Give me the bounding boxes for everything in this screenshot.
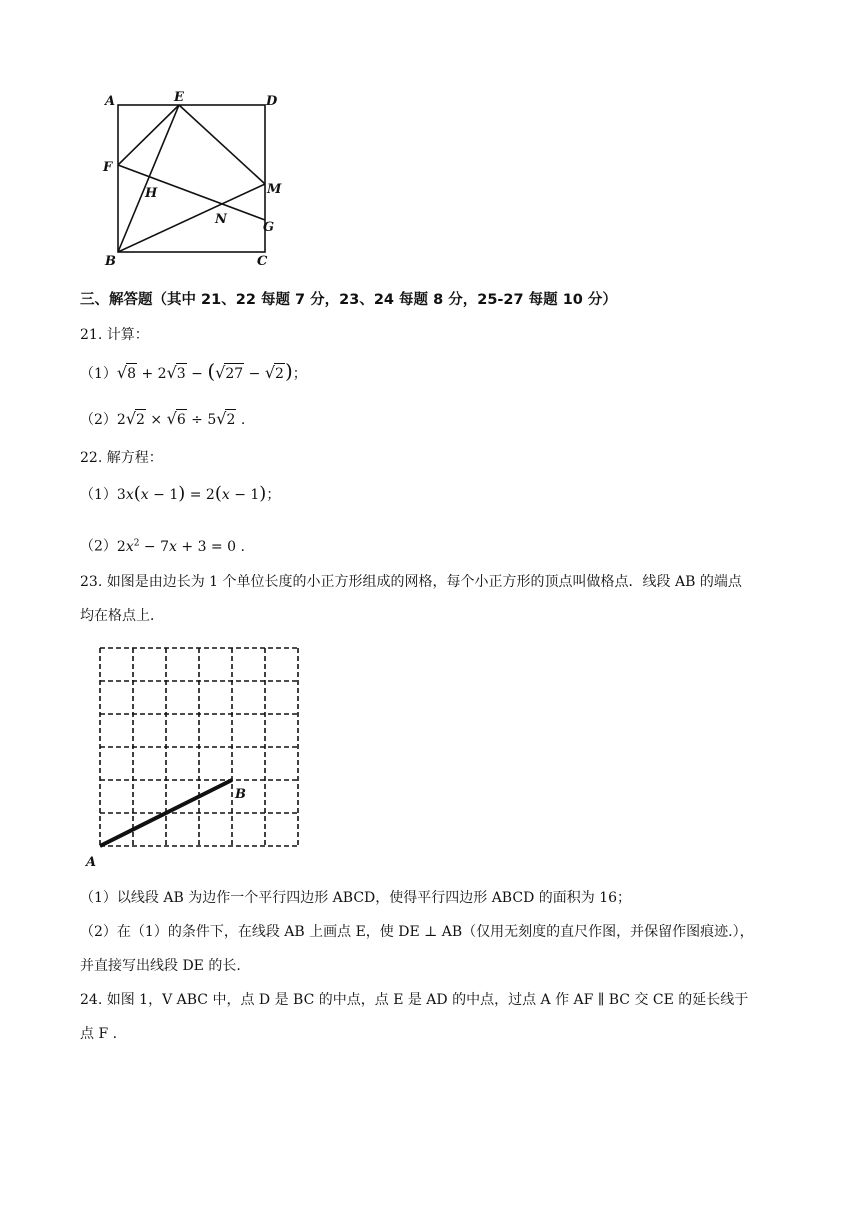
q21-part1	[80, 361, 307, 384]
q23-line2: 均在格点上．	[80, 608, 164, 624]
grid-label-A: A	[86, 855, 97, 870]
label-M: M	[267, 182, 282, 197]
label-N: N	[215, 212, 227, 227]
grid-figure	[82, 640, 312, 872]
q23-part2-line2: 并直接写出线段 DE 的长.	[80, 958, 241, 974]
label-C: C	[257, 254, 268, 269]
label-F: F	[103, 160, 113, 175]
label-G: G	[263, 220, 275, 235]
q22-part1	[80, 484, 280, 505]
label-H: H	[145, 186, 158, 201]
q22-p1-equation: 3x(x − 1) = 2(x − 1)；	[116, 483, 281, 504]
q22-part2	[80, 533, 245, 557]
q21-p2-expression: 2√2 × √6 ÷ 5√2 .	[116, 409, 246, 428]
section-heading: 三、解答题（其中 21、22 每题 7 分，23、24 每题 8 分，25-27 每题 10 分）	[80, 292, 617, 308]
label-A: A	[105, 94, 116, 109]
q23-line1: 23. 如图是由边长为 1 个单位长度的小正方形组成的网格，每个小正方形的顶点叫做格点．线段 AB 的端点	[80, 574, 742, 590]
q24-line1: 24. 如图 1，V ABC 中，点 D 是 BC 的中点，点 E 是 AD 的中点，过点 A 作 AF ∥ BC 交 CE 的延长线于	[80, 992, 749, 1008]
q22-p2-label: （2）	[80, 538, 117, 555]
q21-p1-expression: √8 + 2√3 − (√27 − √2)；	[116, 359, 307, 383]
q21-title: 21. 计算：	[80, 327, 149, 343]
q21-p1-label: （1）	[80, 366, 117, 382]
q21-part2	[80, 409, 245, 430]
q23-part2-line1: （2）在（1）的条件下，在线段 AB 上画点 E，使 DE ⊥ AB（仅用无刻度的直尺作图，并保留作图痕迹.），	[80, 924, 754, 940]
grid-label-B: B	[235, 787, 246, 802]
q21-p2-label: （2）	[80, 412, 117, 428]
label-E: E	[174, 90, 184, 105]
label-B: B	[105, 254, 116, 269]
q22-p1-label: （1）	[80, 487, 117, 503]
square-figure	[95, 85, 305, 270]
label-D: D	[266, 94, 278, 109]
q23-part1: （1）以线段 AB 为边作一个平行四边形 ABCD，使得平行四边形 ABCD 的面积为 16；	[80, 890, 632, 906]
q24-line2: 点 F .	[80, 1026, 118, 1042]
q22-p2-equation: $2x^2 - 7x + 3 = 0$ .	[116, 538, 245, 555]
q22-title: 22. 解方程：	[80, 450, 163, 466]
